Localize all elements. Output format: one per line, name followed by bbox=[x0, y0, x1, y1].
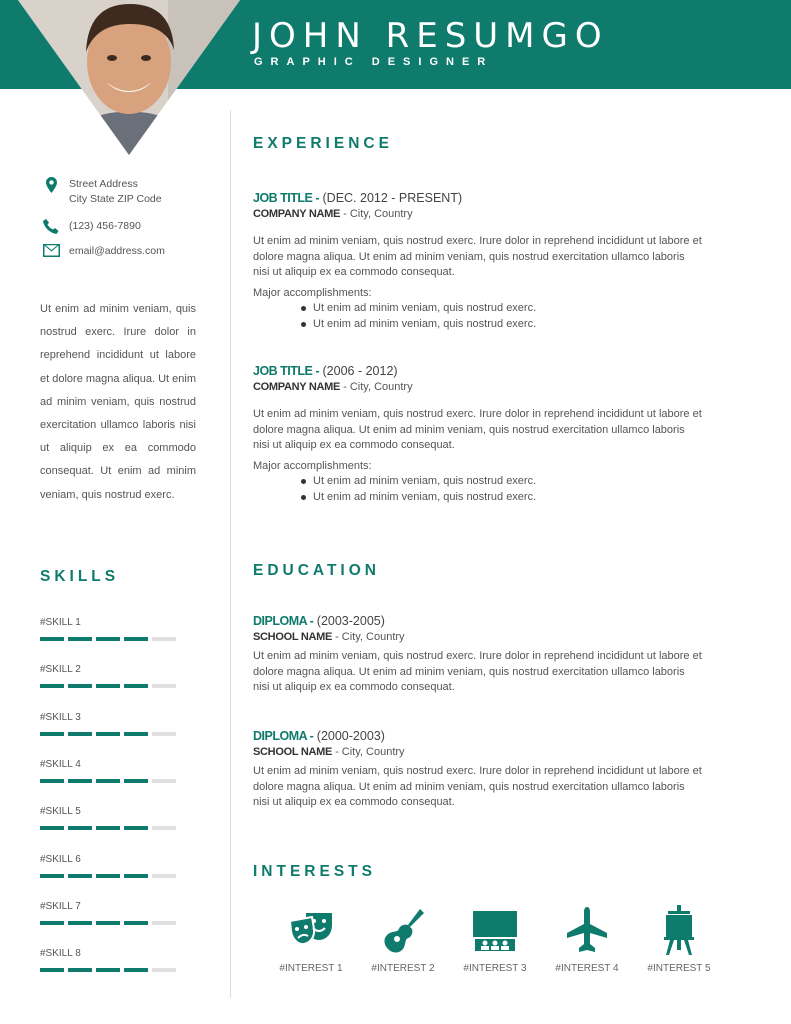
skill-item bbox=[40, 806, 185, 830]
contact-email bbox=[40, 244, 165, 260]
job-dates: (2006 - 2012) bbox=[319, 364, 398, 378]
email-address: email@address.com bbox=[69, 245, 165, 257]
skill-level-bar bbox=[40, 921, 185, 925]
skill-segment-filled bbox=[96, 968, 120, 972]
skill-segment-filled bbox=[40, 684, 64, 688]
job-heading bbox=[253, 191, 703, 207]
job-heading bbox=[253, 364, 703, 380]
skill-segment-filled bbox=[40, 637, 64, 641]
skill-segment-filled bbox=[124, 637, 148, 641]
accomplishment-item: Ut enim ad minim veniam, quis nostrud exerc. bbox=[301, 474, 703, 490]
education-entry bbox=[253, 729, 703, 811]
interests-heading: INTERESTS bbox=[253, 863, 376, 880]
skill-segment-filled bbox=[124, 874, 148, 878]
skill-segment-filled bbox=[124, 921, 148, 925]
interest-item bbox=[449, 905, 541, 974]
degree-description: Ut enim ad minim veniam, quis nostrud exerc. Irure dolor in reprehend incididunt ut labore et dolore magna aliqua. Ut enim ad minim veniam, quis nostrud exercitation ullamco laboris nisi ut aliquip ex ea commodo consequat. bbox=[253, 765, 702, 808]
cinema-icon bbox=[472, 905, 518, 955]
job-title: JOB TITLE - bbox=[253, 364, 320, 378]
degree-dates: (2003-2005) bbox=[313, 614, 385, 628]
skill-segment-filled bbox=[96, 732, 120, 736]
interest-label: #INTEREST 4 bbox=[555, 963, 619, 974]
address-line1: Street Address bbox=[69, 178, 138, 190]
skill-label: #SKILL 5 bbox=[40, 806, 81, 818]
interest-item bbox=[265, 905, 357, 974]
degree-heading bbox=[253, 729, 703, 745]
company-location: - City, Country bbox=[340, 207, 413, 220]
experience-entry bbox=[253, 364, 703, 505]
education-entry bbox=[253, 614, 703, 696]
interest-item bbox=[633, 905, 725, 974]
skill-segment-filled bbox=[96, 779, 120, 783]
company-line bbox=[253, 207, 703, 223]
theater-masks-icon bbox=[288, 905, 334, 955]
skill-level-bar bbox=[40, 637, 185, 641]
skill-segment-filled bbox=[40, 968, 64, 972]
skill-segment-filled bbox=[68, 921, 92, 925]
interest-label: #INTEREST 2 bbox=[371, 963, 435, 974]
skill-level-bar bbox=[40, 779, 185, 783]
skill-label: #SKILL 6 bbox=[40, 853, 81, 865]
skill-label: #SKILL 8 bbox=[40, 948, 81, 960]
job-description: Ut enim ad minim veniam, quis nostrud exerc. Irure dolor in reprehend incididunt ut labore et dolore magna aliqua. Ut enim ad minim veniam, quis nostrud exercitation ullamco laboris nisi ut aliquip ex ea commodo consequat. bbox=[253, 408, 702, 451]
accomplishments-label: Major accomplishments: bbox=[253, 459, 372, 472]
interest-label: #INTEREST 5 bbox=[647, 963, 711, 974]
degree-heading bbox=[253, 614, 703, 630]
interest-label: #INTEREST 3 bbox=[463, 963, 527, 974]
skill-segment-filled bbox=[96, 874, 120, 878]
skill-segment-filled bbox=[124, 684, 148, 688]
candidate-name: JOHN RESUMGO bbox=[252, 16, 609, 56]
phone-icon bbox=[40, 219, 62, 235]
easel-icon bbox=[656, 905, 702, 955]
skill-segment-filled bbox=[96, 637, 120, 641]
profile-summary: Ut enim ad minim veniam, quis nostrud exerc. Irure dolor in reprehend incididunt ut labore et dolore magna aliqua. Ut enim ad minim veniam, quis nostrud exercitation ullamco laboris nisi ut aliquip ex ea commodo consequat. Ut enim ad minim veniam, quis nostrud exerc. bbox=[40, 303, 196, 501]
interest-label: #INTEREST 1 bbox=[279, 963, 343, 974]
school-location: - City, Country bbox=[332, 745, 405, 758]
candidate-role: GRAPHIC DESIGNER bbox=[254, 56, 494, 68]
education-heading: EDUCATION bbox=[253, 562, 380, 579]
skill-item bbox=[40, 712, 185, 736]
company-name: COMPANY NAME bbox=[253, 207, 341, 220]
job-description: Ut enim ad minim veniam, quis nostrud exerc. Irure dolor in reprehend incididunt ut labore et dolore magna aliqua. Ut enim ad minim veniam, quis nostrud exercitation ullamco laboris nisi ut aliquip ex ea commodo consequat. bbox=[253, 235, 702, 278]
skill-segment-filled bbox=[124, 779, 148, 783]
school-location: - City, Country bbox=[332, 630, 405, 643]
skill-segment-filled bbox=[68, 826, 92, 830]
map-pin-icon bbox=[40, 177, 62, 193]
interest-item bbox=[357, 905, 449, 974]
interests-list bbox=[265, 905, 725, 974]
envelope-icon bbox=[40, 244, 62, 260]
degree-dates: (2000-2003) bbox=[313, 729, 385, 743]
skill-segment-empty bbox=[152, 874, 176, 878]
school-line bbox=[253, 630, 703, 646]
degree-title: DIPLOMA - bbox=[253, 729, 314, 743]
accomplishments-label: Major accomplishments: bbox=[253, 286, 372, 299]
school-name: SCHOOL NAME bbox=[253, 745, 333, 758]
skill-segment-filled bbox=[68, 637, 92, 641]
skill-segment-filled bbox=[96, 921, 120, 925]
degree-title: DIPLOMA - bbox=[253, 614, 314, 628]
skill-segment-filled bbox=[40, 826, 64, 830]
skill-segment-filled bbox=[68, 968, 92, 972]
experience-heading: EXPERIENCE bbox=[253, 135, 393, 152]
skill-label: #SKILL 1 bbox=[40, 617, 81, 628]
school-name: SCHOOL NAME bbox=[253, 630, 333, 643]
skill-segment-empty bbox=[152, 826, 176, 830]
guitar-icon bbox=[380, 905, 426, 955]
degree-description: Ut enim ad minim veniam, quis nostrud exerc. Irure dolor in reprehend incididunt ut labore et dolore magna aliqua. Ut enim ad minim veniam, quis nostrud exercitation ullamco laboris nisi ut aliquip ex ea commodo consequat. bbox=[253, 650, 702, 693]
address-line2: City State ZIP Code bbox=[69, 193, 162, 205]
contact-address bbox=[40, 177, 162, 207]
skill-segment-filled bbox=[96, 826, 120, 830]
skill-segment-filled bbox=[40, 921, 64, 925]
skill-label: #SKILL 7 bbox=[40, 900, 81, 912]
skill-label: #SKILL 4 bbox=[40, 758, 81, 770]
airplane-icon bbox=[564, 905, 610, 955]
column-divider bbox=[230, 110, 231, 998]
job-dates: (DEC. 2012 - PRESENT) bbox=[319, 191, 463, 205]
skill-segment-filled bbox=[96, 684, 120, 688]
skill-segment-filled bbox=[68, 684, 92, 688]
accomplishment-item: Ut enim ad minim veniam, quis nostrud exerc. bbox=[301, 317, 703, 333]
skill-segment-filled bbox=[68, 732, 92, 736]
skills-heading: SKILLS bbox=[40, 568, 120, 585]
contact-phone bbox=[40, 219, 141, 235]
job-title: JOB TITLE - bbox=[253, 191, 320, 205]
skill-level-bar bbox=[40, 826, 185, 830]
skill-segment-filled bbox=[124, 826, 148, 830]
accomplishments-list bbox=[253, 301, 703, 332]
company-location: - City, Country bbox=[340, 380, 413, 393]
skill-segment-filled bbox=[40, 874, 64, 878]
skill-item bbox=[40, 854, 185, 878]
accomplishment-item: Ut enim ad minim veniam, quis nostrud exerc. bbox=[301, 301, 703, 317]
experience-entry bbox=[253, 191, 703, 332]
skill-label: #SKILL 3 bbox=[40, 711, 81, 723]
skill-item bbox=[40, 948, 185, 972]
accomplishment-item: Ut enim ad minim veniam, quis nostrud exerc. bbox=[301, 490, 703, 506]
company-line bbox=[253, 380, 703, 396]
skill-level-bar bbox=[40, 732, 185, 736]
skill-segment-empty bbox=[152, 637, 176, 641]
skill-item bbox=[40, 617, 185, 641]
skill-level-bar bbox=[40, 684, 185, 688]
skill-segment-filled bbox=[68, 874, 92, 878]
skill-segment-filled bbox=[68, 779, 92, 783]
skill-item bbox=[40, 664, 185, 688]
skill-item bbox=[40, 901, 185, 925]
skill-item bbox=[40, 759, 185, 783]
skill-segment-empty bbox=[152, 968, 176, 972]
school-line bbox=[253, 745, 703, 761]
skill-label: #SKILL 2 bbox=[40, 664, 81, 676]
phone-number: (123) 456-7890 bbox=[69, 220, 141, 232]
skill-segment-filled bbox=[124, 732, 148, 736]
skill-segment-empty bbox=[152, 732, 176, 736]
accomplishments-list bbox=[253, 474, 703, 505]
skill-segment-filled bbox=[40, 732, 64, 736]
profile-photo bbox=[18, 0, 240, 155]
skill-segment-empty bbox=[152, 921, 176, 925]
skill-segment-empty bbox=[152, 684, 176, 688]
skill-segment-filled bbox=[40, 779, 64, 783]
interest-item bbox=[541, 905, 633, 974]
company-name: COMPANY NAME bbox=[253, 380, 341, 393]
skill-segment-empty bbox=[152, 779, 176, 783]
skill-level-bar bbox=[40, 874, 185, 878]
skill-level-bar bbox=[40, 968, 185, 972]
skill-segment-filled bbox=[124, 968, 148, 972]
